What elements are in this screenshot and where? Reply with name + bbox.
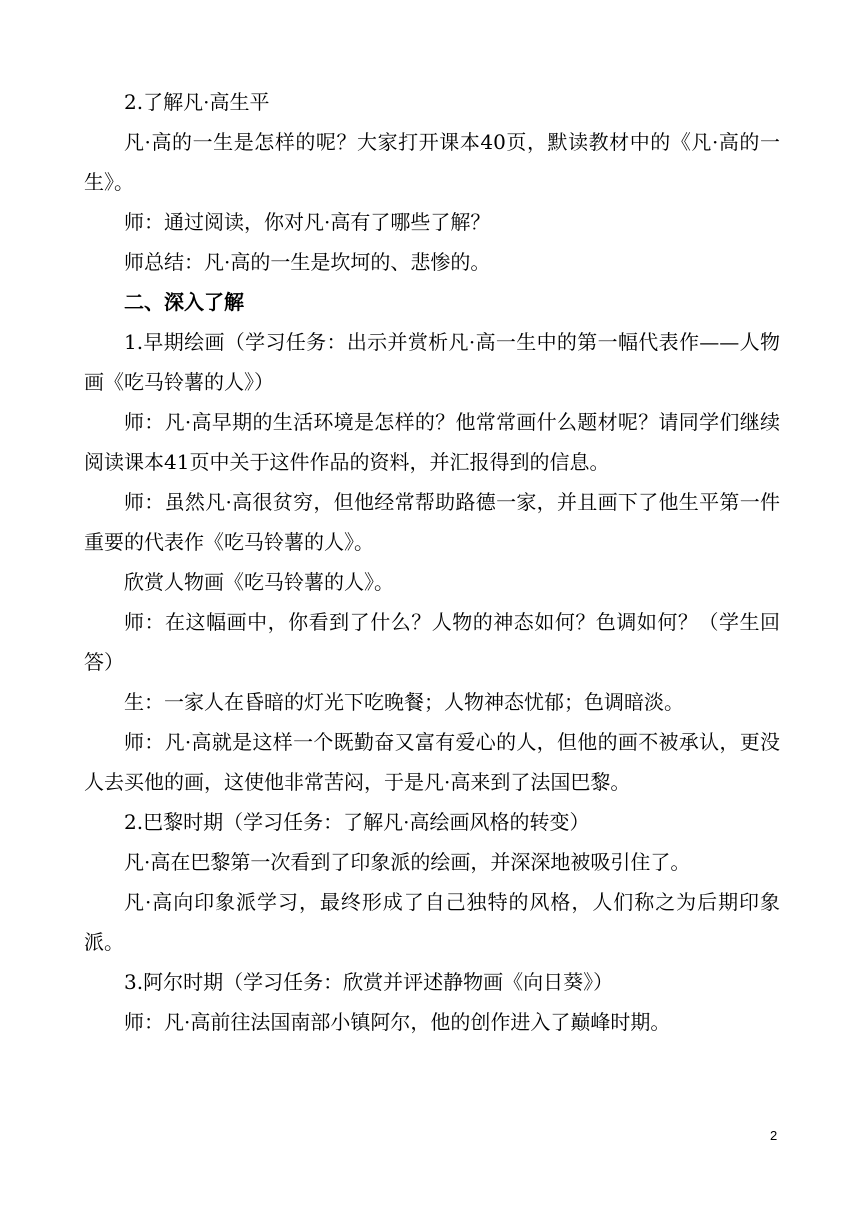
paragraph-move-to-paris: 师：凡·高就是这样一个既勤奋又富有爱心的人，但他的画不被承认，更没人去买他的画，这使他非常苦闷，于是凡·高来到了法国巴黎。 — [84, 730, 780, 794]
paragraph-arles-period-title: 3.阿尔时期（学习任务：欣赏并评述静物画《向日葵》） — [124, 970, 614, 994]
paragraph-early-life-question: 师：凡·高早期的生活环境是怎样的？他常常画什么题材呢？请同学们继续阅读课本41页中关于这件作品的资料，并汇报得到的信息。 — [84, 410, 780, 474]
paragraph-student-answer: 生：一家人在昏暗的灯光下吃晚餐；人物神态忧郁；色调暗淡。 — [124, 690, 684, 714]
paragraph-early-painting-title: 1.早期绘画（学习任务：出示并赏析凡·高一生中的第一幅代表作——人物画《吃马铃薯的人》） — [84, 330, 780, 394]
paragraph-post-impressionism: 凡·高向印象派学习，最终形成了自己独特的风格，人们称之为后期印象派。 — [84, 890, 780, 954]
paragraph-teacher-summary: 师总结：凡·高的一生是坎坷的、悲惨的。 — [124, 250, 491, 274]
page-number: 2 — [770, 1128, 778, 1143]
document-body — [84, 82, 780, 1042]
paragraph-painting-question: 师：在这幅画中，你看到了什么？人物的神态如何？色调如何？（学生回答） — [84, 610, 780, 674]
paragraph-arles-peak: 师：凡·高前往法国南部小镇阿尔，他的创作进入了巅峰时期。 — [124, 1010, 671, 1034]
paragraph-teacher-question: 师：通过阅读，你对凡·高有了哪些了解？ — [124, 210, 491, 234]
section-heading-deep-understanding: 二、深入了解 — [124, 290, 244, 314]
paragraph-poverty: 师：虽然凡·高很贫穷，但他经常帮助路德一家，并且画下了他生平第一件重要的代表作《吃马铃薯的人》。 — [84, 490, 780, 554]
paragraph-impressionism: 凡·高在巴黎第一次看到了印象派的绘画，并深深地被吸引住了。 — [124, 850, 691, 874]
paragraph-section-2-title: 2.了解凡·高生平 — [124, 90, 270, 114]
paragraph-paris-period-title: 2.巴黎时期（学习任务：了解凡·高绘画风格的转变） — [124, 810, 590, 834]
paragraph-read-textbook: 凡·高的一生是怎样的呢？大家打开课本40页，默读教材中的《凡·高的一生》。 — [84, 130, 780, 194]
paragraph-appreciate-painting: 欣赏人物画《吃马铃薯的人》。 — [124, 570, 394, 594]
